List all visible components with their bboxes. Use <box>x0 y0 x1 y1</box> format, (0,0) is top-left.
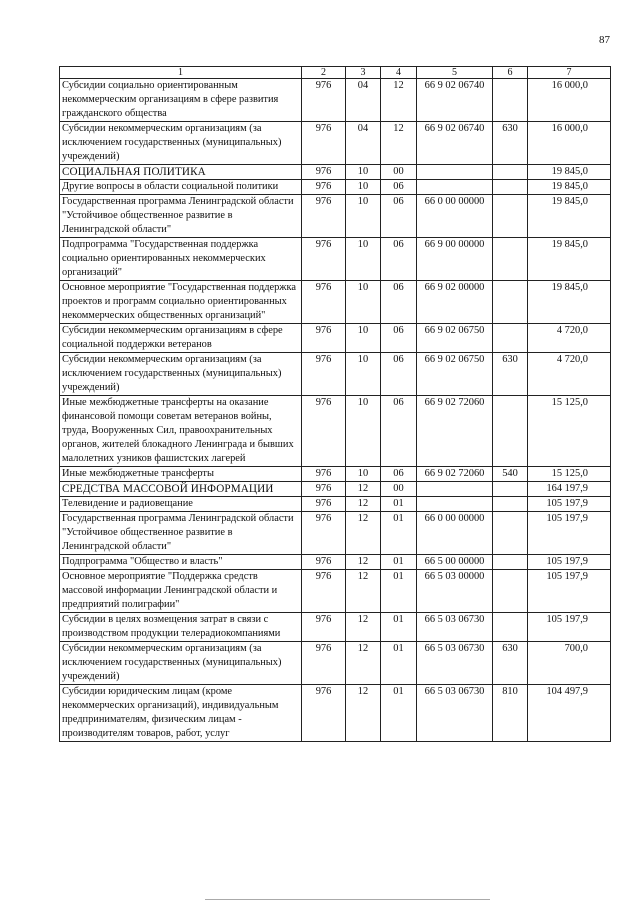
page-number: 87 <box>599 34 610 46</box>
row-code-6 <box>493 396 528 467</box>
row-code-5: 66 9 00 00000 <box>417 238 493 281</box>
table-row <box>60 570 611 613</box>
row-name: Телевидение и радиовещание <box>60 497 302 512</box>
row-name: СРЕДСТВА МАССОВОЙ ИНФОРМАЦИИ <box>60 482 302 497</box>
row-amount: 700,0 <box>528 642 611 685</box>
row-amount: 4 720,0 <box>528 353 611 396</box>
row-code-4: 01 <box>381 613 417 642</box>
row-code-5: 66 9 02 72060 <box>417 396 493 467</box>
row-code-3: 12 <box>346 512 381 555</box>
row-code-2: 976 <box>302 555 346 570</box>
row-name: Субсидии в целях возмещения затрат в связи с производством продукции телерадиокомпаниями <box>60 613 302 642</box>
table-row <box>60 195 611 238</box>
row-code-5: 66 9 02 06750 <box>417 324 493 353</box>
row-name: Государственная программа Ленинградской области "Устойчивое общественное развитие в Ленинградской области" <box>60 195 302 238</box>
row-code-3: 04 <box>346 79 381 122</box>
table-row <box>60 165 611 180</box>
row-code-4: 06 <box>381 467 417 482</box>
row-code-2: 976 <box>302 238 346 281</box>
row-code-5 <box>417 482 493 497</box>
row-code-4: 06 <box>381 324 417 353</box>
row-code-3: 10 <box>346 165 381 180</box>
row-amount: 16 000,0 <box>528 122 611 165</box>
row-code-5 <box>417 180 493 195</box>
row-code-3: 12 <box>346 642 381 685</box>
scan-bottom-edge <box>205 899 490 900</box>
row-amount: 15 125,0 <box>528 396 611 467</box>
row-name: Основное мероприятие "Государственная поддержка проектов и программ социально ориентированных некоммерческих общественных организаций" <box>60 281 302 324</box>
row-code-6: 540 <box>493 467 528 482</box>
row-code-5: 66 9 02 72060 <box>417 467 493 482</box>
row-code-2: 976 <box>302 396 346 467</box>
row-code-3: 10 <box>346 324 381 353</box>
row-name: Субсидии некоммерческим организациям в сфере социальной поддержки ветеранов <box>60 324 302 353</box>
row-code-6 <box>493 482 528 497</box>
table-row <box>60 180 611 195</box>
row-code-6 <box>493 512 528 555</box>
row-code-4: 12 <box>381 79 417 122</box>
row-code-3: 12 <box>346 497 381 512</box>
row-code-2: 976 <box>302 467 346 482</box>
budget-table <box>59 66 611 742</box>
row-code-5: 66 5 03 00000 <box>417 570 493 613</box>
row-code-5: 66 9 02 06750 <box>417 353 493 396</box>
column-header: 3 <box>346 67 381 79</box>
row-code-2: 976 <box>302 482 346 497</box>
row-code-3: 10 <box>346 281 381 324</box>
table-row <box>60 613 611 642</box>
row-code-5: 66 5 03 06730 <box>417 642 493 685</box>
row-code-4: 01 <box>381 642 417 685</box>
row-code-4: 06 <box>381 180 417 195</box>
row-code-3: 12 <box>346 555 381 570</box>
table-row <box>60 482 611 497</box>
row-code-3: 10 <box>346 180 381 195</box>
row-name: Подпрограмма "Общество и власть" <box>60 555 302 570</box>
table-row <box>60 122 611 165</box>
row-amount: 19 845,0 <box>528 180 611 195</box>
row-code-6 <box>493 165 528 180</box>
row-code-2: 976 <box>302 79 346 122</box>
row-code-6 <box>493 555 528 570</box>
table-row <box>60 396 611 467</box>
row-code-5: 66 5 03 06730 <box>417 613 493 642</box>
row-code-3: 12 <box>346 685 381 742</box>
row-code-5: 66 9 02 00000 <box>417 281 493 324</box>
column-header: 6 <box>493 67 528 79</box>
table-row <box>60 281 611 324</box>
row-name: Субсидии юридическим лицам (кроме некоммерческих организаций), индивидуальным предпринимателям, физическим лицам - производителям товаров, работ, услуг <box>60 685 302 742</box>
row-code-5: 66 0 00 00000 <box>417 195 493 238</box>
row-amount: 105 197,9 <box>528 570 611 613</box>
table-row <box>60 467 611 482</box>
row-code-3: 12 <box>346 482 381 497</box>
row-name: Субсидии некоммерческим организациям (за исключением государственных (муниципальных) учреждений) <box>60 642 302 685</box>
row-name: Иные межбюджетные трансферты <box>60 467 302 482</box>
row-code-3: 12 <box>346 570 381 613</box>
row-code-3: 10 <box>346 353 381 396</box>
row-amount: 105 197,9 <box>528 555 611 570</box>
row-code-3: 10 <box>346 467 381 482</box>
row-name: Другие вопросы в области социальной политики <box>60 180 302 195</box>
row-amount: 19 845,0 <box>528 165 611 180</box>
row-code-2: 976 <box>302 512 346 555</box>
row-amount: 105 197,9 <box>528 613 611 642</box>
row-code-2: 976 <box>302 570 346 613</box>
row-code-6: 630 <box>493 642 528 685</box>
row-code-2: 976 <box>302 685 346 742</box>
row-code-6 <box>493 180 528 195</box>
row-code-2: 976 <box>302 281 346 324</box>
row-name: Подпрограмма "Государственная поддержка социально ориентированных некоммерческих организаций" <box>60 238 302 281</box>
table-row <box>60 324 611 353</box>
row-amount: 104 497,9 <box>528 685 611 742</box>
row-amount: 16 000,0 <box>528 79 611 122</box>
table-row <box>60 79 611 122</box>
table-header-row <box>60 67 611 79</box>
row-code-4: 01 <box>381 685 417 742</box>
row-code-2: 976 <box>302 180 346 195</box>
table-row <box>60 555 611 570</box>
row-code-3: 12 <box>346 613 381 642</box>
row-code-6: 630 <box>493 353 528 396</box>
row-amount: 105 197,9 <box>528 512 611 555</box>
row-code-2: 976 <box>302 613 346 642</box>
row-code-2: 976 <box>302 497 346 512</box>
row-amount: 19 845,0 <box>528 195 611 238</box>
row-code-4: 06 <box>381 353 417 396</box>
row-code-4: 00 <box>381 482 417 497</box>
row-amount: 19 845,0 <box>528 238 611 281</box>
row-code-2: 976 <box>302 195 346 238</box>
row-code-2: 976 <box>302 122 346 165</box>
row-amount: 19 845,0 <box>528 281 611 324</box>
row-code-6 <box>493 497 528 512</box>
row-code-4: 12 <box>381 122 417 165</box>
table-row <box>60 685 611 742</box>
row-amount: 4 720,0 <box>528 324 611 353</box>
row-code-6 <box>493 238 528 281</box>
column-header: 2 <box>302 67 346 79</box>
row-code-4: 06 <box>381 281 417 324</box>
row-name: Субсидии социально ориентированным некоммерческим организациям в сфере развития гражданского общества <box>60 79 302 122</box>
row-code-3: 10 <box>346 396 381 467</box>
row-code-5: 66 9 02 06740 <box>417 79 493 122</box>
row-code-4: 01 <box>381 555 417 570</box>
row-code-2: 976 <box>302 353 346 396</box>
row-code-2: 976 <box>302 165 346 180</box>
row-code-4: 01 <box>381 497 417 512</box>
row-code-5 <box>417 165 493 180</box>
row-name: Субсидии некоммерческим организациям (за исключением государственных (муниципальных) учреждений) <box>60 353 302 396</box>
table-row <box>60 512 611 555</box>
column-header: 1 <box>60 67 302 79</box>
row-code-6 <box>493 281 528 324</box>
column-header: 4 <box>381 67 417 79</box>
row-code-4: 01 <box>381 512 417 555</box>
row-code-3: 04 <box>346 122 381 165</box>
row-code-6 <box>493 79 528 122</box>
row-name: Иные межбюджетные трансферты на оказание финансовой помощи советам ветеранов войны, труда, Вооруженных Сил, правоохранительных органов, жителей блокадного Ленинграда и бывших малолетних узников фашистских лагерей <box>60 396 302 467</box>
row-code-5: 66 5 03 06730 <box>417 685 493 742</box>
row-code-2: 976 <box>302 642 346 685</box>
row-name: Субсидии некоммерческим организациям (за исключением государственных (муниципальных) учреждений) <box>60 122 302 165</box>
table-row <box>60 642 611 685</box>
row-code-4: 06 <box>381 396 417 467</box>
row-code-5: 66 5 00 00000 <box>417 555 493 570</box>
row-code-4: 01 <box>381 570 417 613</box>
row-code-6 <box>493 570 528 613</box>
row-code-5: 66 9 02 06740 <box>417 122 493 165</box>
row-code-5: 66 0 00 00000 <box>417 512 493 555</box>
row-amount: 15 125,0 <box>528 467 611 482</box>
row-code-4: 00 <box>381 165 417 180</box>
row-code-6: 810 <box>493 685 528 742</box>
row-code-2: 976 <box>302 324 346 353</box>
row-name: СОЦИАЛЬНАЯ ПОЛИТИКА <box>60 165 302 180</box>
column-header: 5 <box>417 67 493 79</box>
row-code-3: 10 <box>346 238 381 281</box>
table-row <box>60 238 611 281</box>
row-code-4: 06 <box>381 238 417 281</box>
row-code-6 <box>493 195 528 238</box>
row-code-4: 06 <box>381 195 417 238</box>
row-name: Основное мероприятие "Поддержка средств массовой информации Ленинградской области и предприятий полиграфии" <box>60 570 302 613</box>
row-code-6 <box>493 613 528 642</box>
table-row <box>60 497 611 512</box>
row-amount: 105 197,9 <box>528 497 611 512</box>
row-code-5 <box>417 497 493 512</box>
column-header: 7 <box>528 67 611 79</box>
table-row <box>60 353 611 396</box>
row-name: Государственная программа Ленинградской области "Устойчивое общественное развитие в Ленинградской области" <box>60 512 302 555</box>
row-code-6: 630 <box>493 122 528 165</box>
row-code-3: 10 <box>346 195 381 238</box>
row-amount: 164 197,9 <box>528 482 611 497</box>
row-code-6 <box>493 324 528 353</box>
